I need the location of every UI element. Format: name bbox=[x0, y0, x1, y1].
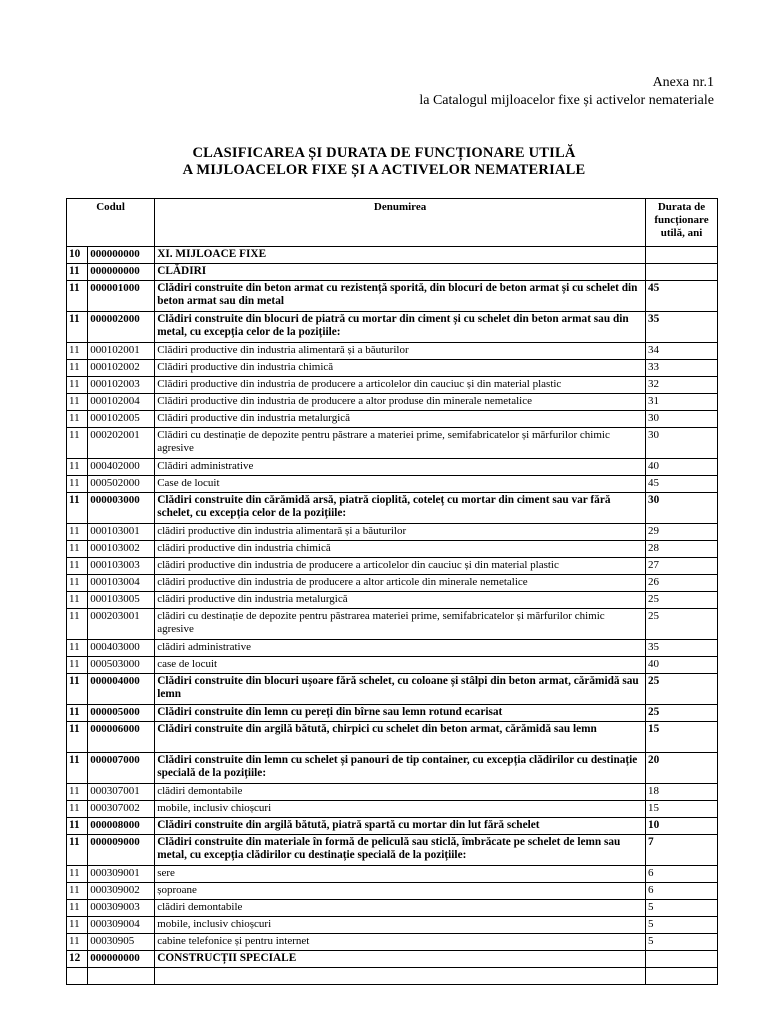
row-name: clădiri productive din industria de producere a articolelor din cauciuc și din material plastic bbox=[155, 558, 646, 575]
row-level-code: 11 bbox=[67, 312, 88, 343]
row-name: clădiri productive din industria chimică bbox=[155, 541, 646, 558]
row-code: 000008000 bbox=[88, 818, 155, 835]
row-name: clădiri administrative bbox=[155, 640, 646, 657]
table-row bbox=[67, 343, 718, 360]
row-name: Clădiri construite din lemn cu pereți din bîrne sau lemn rotund ecarisat bbox=[155, 705, 646, 722]
row-name: Clădiri productive din industria alimentară și a băuturilor bbox=[155, 343, 646, 360]
row-name: Clădiri construite din cărămidă arsă, piatră cioplită, coteleț cu mortar din ciment sau var fără schelet, cu excepția celor de la pozițiile: bbox=[155, 493, 646, 524]
table-row bbox=[67, 674, 718, 705]
table-row bbox=[67, 640, 718, 657]
table-row bbox=[67, 281, 718, 312]
row-code: 000007000 bbox=[88, 753, 155, 784]
table-row bbox=[67, 657, 718, 674]
row-level-code: 11 bbox=[67, 360, 88, 377]
row-level-code: 11 bbox=[67, 377, 88, 394]
row-name: Clădiri productive din industria de producere a articolelor din cauciuc și din material plastic bbox=[155, 377, 646, 394]
header-duration: Durata de funcționare utilă, ani bbox=[645, 199, 717, 247]
table-row bbox=[67, 592, 718, 609]
row-duration: 25 bbox=[645, 705, 717, 722]
row-code: 000102004 bbox=[88, 394, 155, 411]
row-code: 000102003 bbox=[88, 377, 155, 394]
empty-cell bbox=[67, 968, 88, 985]
row-code: 000103005 bbox=[88, 592, 155, 609]
document-title bbox=[0, 145, 768, 179]
table-row bbox=[67, 558, 718, 575]
row-code: 000009000 bbox=[88, 835, 155, 866]
row-level-code: 10 bbox=[67, 247, 88, 264]
row-duration: 29 bbox=[645, 524, 717, 541]
row-level-code: 11 bbox=[67, 394, 88, 411]
row-level-code: 11 bbox=[67, 575, 88, 592]
table-row bbox=[67, 835, 718, 866]
row-level-code: 11 bbox=[67, 883, 88, 900]
row-level-code: 11 bbox=[67, 722, 88, 753]
row-duration bbox=[645, 264, 717, 281]
table-row bbox=[67, 784, 718, 801]
row-duration: 10 bbox=[645, 818, 717, 835]
row-name: Clădiri productive din industria chimică bbox=[155, 360, 646, 377]
row-name: mobile, inclusiv chioșcuri bbox=[155, 801, 646, 818]
classification-table bbox=[66, 198, 718, 985]
row-name: clădiri demontabile bbox=[155, 900, 646, 917]
row-name: clădiri productive din industria de producere a altor articole din minerale nemetalice bbox=[155, 575, 646, 592]
row-duration: 31 bbox=[645, 394, 717, 411]
row-level-code: 11 bbox=[67, 476, 88, 493]
row-duration: 32 bbox=[645, 377, 717, 394]
row-level-code: 11 bbox=[67, 835, 88, 866]
row-code: 000005000 bbox=[88, 705, 155, 722]
table-row bbox=[67, 705, 718, 722]
row-level-code: 11 bbox=[67, 609, 88, 640]
table-row bbox=[67, 493, 718, 524]
row-code: 000202001 bbox=[88, 428, 155, 459]
row-code: 000102005 bbox=[88, 411, 155, 428]
row-duration: 7 bbox=[645, 835, 717, 866]
row-name: Clădiri construite din lemn cu schelet și panouri de tip container, cu excepția clădirilor cu destinație specială de la pozițiile: bbox=[155, 753, 646, 784]
row-name: sere bbox=[155, 866, 646, 883]
empty-cell bbox=[155, 968, 646, 985]
row-code: 000103003 bbox=[88, 558, 155, 575]
table-row bbox=[67, 394, 718, 411]
row-duration: 26 bbox=[645, 575, 717, 592]
row-level-code: 11 bbox=[67, 657, 88, 674]
row-name: clădiri productive din industria metalurgică bbox=[155, 592, 646, 609]
row-name: clădiri productive din industria alimentară și a băuturilor bbox=[155, 524, 646, 541]
row-duration: 45 bbox=[645, 476, 717, 493]
table-row bbox=[67, 818, 718, 835]
row-level-code: 11 bbox=[67, 541, 88, 558]
row-code: 000103001 bbox=[88, 524, 155, 541]
row-duration: 40 bbox=[645, 459, 717, 476]
row-duration bbox=[645, 247, 717, 264]
table-row bbox=[67, 264, 718, 281]
row-duration: 30 bbox=[645, 493, 717, 524]
table-row bbox=[67, 312, 718, 343]
row-code: 00030905 bbox=[88, 934, 155, 951]
row-name: mobile, inclusiv chioșcuri bbox=[155, 917, 646, 934]
row-name: clădiri cu destinație de depozite pentru păstrarea materiei prime, semifabricatelor și mărfurilor chimic agresive bbox=[155, 609, 646, 640]
table-row bbox=[67, 917, 718, 934]
row-code: 000103004 bbox=[88, 575, 155, 592]
row-code: 000006000 bbox=[88, 722, 155, 753]
row-code: 000102002 bbox=[88, 360, 155, 377]
row-level-code: 11 bbox=[67, 784, 88, 801]
row-name: Clădiri productive din industria de producere a altor produse din minerale nemetalice bbox=[155, 394, 646, 411]
row-code: 000307001 bbox=[88, 784, 155, 801]
row-code: 000103002 bbox=[88, 541, 155, 558]
row-level-code: 11 bbox=[67, 801, 88, 818]
row-code: 000307002 bbox=[88, 801, 155, 818]
row-level-code: 12 bbox=[67, 951, 88, 968]
row-duration: 35 bbox=[645, 640, 717, 657]
row-code: 000002000 bbox=[88, 312, 155, 343]
row-duration: 6 bbox=[645, 866, 717, 883]
row-level-code: 11 bbox=[67, 934, 88, 951]
row-name: Clădiri construite din argilă bătută, chirpici cu schelet din beton armat, cărămidă sau lemn bbox=[155, 722, 646, 753]
row-name: case de locuit bbox=[155, 657, 646, 674]
row-code: 000000000 bbox=[88, 264, 155, 281]
row-code: 000003000 bbox=[88, 493, 155, 524]
row-duration: 25 bbox=[645, 609, 717, 640]
title-line-2: A MIJLOACELOR FIXE ȘI A ACTIVELOR NEMATERIALE bbox=[182, 162, 586, 178]
row-duration: 28 bbox=[645, 541, 717, 558]
annex-number: Anexa nr.1 bbox=[652, 75, 714, 90]
row-duration: 20 bbox=[645, 753, 717, 784]
row-level-code: 11 bbox=[67, 459, 88, 476]
row-name: Clădiri construite din beton armat cu rezistență sporită, din blocuri de beton armat și cu schelet din beton armat sau din metal bbox=[155, 281, 646, 312]
table-row bbox=[67, 753, 718, 784]
row-duration: 35 bbox=[645, 312, 717, 343]
row-level-code: 11 bbox=[67, 343, 88, 360]
row-name: cabine telefonice și pentru internet bbox=[155, 934, 646, 951]
table-row bbox=[67, 428, 718, 459]
row-duration: 15 bbox=[645, 801, 717, 818]
row-name: Clădiri construite din blocuri de piatră cu mortar din ciment și cu schelet din beton armat sau din metal, cu excepția celor de la pozițiile: bbox=[155, 312, 646, 343]
row-name: Clădiri productive din industria metalurgică bbox=[155, 411, 646, 428]
row-level-code: 11 bbox=[67, 428, 88, 459]
header-name: Denumirea bbox=[155, 199, 646, 247]
row-duration: 27 bbox=[645, 558, 717, 575]
row-duration: 5 bbox=[645, 917, 717, 934]
table-row bbox=[67, 609, 718, 640]
title-line-1: CLASIFICAREA ȘI DURATA DE FUNCȚIONARE UTILĂ bbox=[192, 145, 576, 161]
row-code: 000503000 bbox=[88, 657, 155, 674]
row-level-code: 11 bbox=[67, 917, 88, 934]
row-name: Clădiri construite din argilă bătută, piatră spartă cu mortar din lut fără schelet bbox=[155, 818, 646, 835]
row-level-code: 11 bbox=[67, 558, 88, 575]
row-name: Case de locuit bbox=[155, 476, 646, 493]
row-level-code: 11 bbox=[67, 900, 88, 917]
row-level-code: 11 bbox=[67, 753, 88, 784]
row-name: Clădiri construite din blocuri ușoare fără schelet, cu coloane și stâlpi din beton armat, cărămidă sau lemn bbox=[155, 674, 646, 705]
row-level-code: 11 bbox=[67, 493, 88, 524]
row-level-code: 11 bbox=[67, 705, 88, 722]
row-code: 000402000 bbox=[88, 459, 155, 476]
table-row bbox=[67, 866, 718, 883]
table-row bbox=[67, 883, 718, 900]
row-code: 000001000 bbox=[88, 281, 155, 312]
row-duration: 30 bbox=[645, 411, 717, 428]
table-header-row bbox=[67, 199, 718, 247]
table-row bbox=[67, 722, 718, 753]
empty-cell bbox=[645, 968, 717, 985]
row-level-code: 11 bbox=[67, 866, 88, 883]
row-code: 000502000 bbox=[88, 476, 155, 493]
row-name: șoproane bbox=[155, 883, 646, 900]
row-name: CONSTRUCȚII SPECIALE bbox=[155, 951, 646, 968]
row-duration: 30 bbox=[645, 428, 717, 459]
row-duration: 25 bbox=[645, 674, 717, 705]
row-duration: 5 bbox=[645, 934, 717, 951]
row-duration: 15 bbox=[645, 722, 717, 753]
table-row bbox=[67, 801, 718, 818]
row-code: 000102001 bbox=[88, 343, 155, 360]
row-name: Clădiri construite din materiale în formă de peliculă sau sticlă, îmbrăcate pe schelet de lemn sau metal, cu excepția clădirilor cu destinație specială de la pozițiile: bbox=[155, 835, 646, 866]
row-duration: 45 bbox=[645, 281, 717, 312]
row-level-code: 11 bbox=[67, 524, 88, 541]
row-name: XI. MIJLOACE FIXE bbox=[155, 247, 646, 264]
row-code: 000203001 bbox=[88, 609, 155, 640]
row-duration bbox=[645, 951, 717, 968]
table-row bbox=[67, 411, 718, 428]
empty-cell bbox=[88, 968, 155, 985]
header-code: Codul bbox=[67, 199, 155, 247]
row-level-code: 11 bbox=[67, 592, 88, 609]
table-row bbox=[67, 247, 718, 264]
row-code: 000309001 bbox=[88, 866, 155, 883]
row-level-code: 11 bbox=[67, 281, 88, 312]
annex-reference bbox=[419, 74, 714, 110]
row-code: 000309003 bbox=[88, 900, 155, 917]
row-level-code: 11 bbox=[67, 411, 88, 428]
row-code: 000000000 bbox=[88, 951, 155, 968]
row-duration: 6 bbox=[645, 883, 717, 900]
row-code: 000309002 bbox=[88, 883, 155, 900]
table-body bbox=[67, 247, 718, 985]
row-code: 000004000 bbox=[88, 674, 155, 705]
table-row bbox=[67, 377, 718, 394]
table-row bbox=[67, 934, 718, 951]
table-row bbox=[67, 541, 718, 558]
row-duration: 5 bbox=[645, 900, 717, 917]
row-duration: 18 bbox=[645, 784, 717, 801]
table-row bbox=[67, 524, 718, 541]
table-row bbox=[67, 459, 718, 476]
row-duration: 34 bbox=[645, 343, 717, 360]
row-level-code: 11 bbox=[67, 640, 88, 657]
table-row bbox=[67, 900, 718, 917]
row-duration: 25 bbox=[645, 592, 717, 609]
row-level-code: 11 bbox=[67, 264, 88, 281]
row-level-code: 11 bbox=[67, 818, 88, 835]
row-duration: 33 bbox=[645, 360, 717, 377]
table-row bbox=[67, 360, 718, 377]
row-name: Clădiri cu destinație de depozite pentru păstrare a materiei prime, semifabricatelor și mărfurilor chimic agresive bbox=[155, 428, 646, 459]
table-row bbox=[67, 575, 718, 592]
row-level-code: 11 bbox=[67, 674, 88, 705]
annex-catalog-ref: la Catalogul mijloacelor fixe și activelor nemateriale bbox=[419, 93, 714, 108]
row-duration: 40 bbox=[645, 657, 717, 674]
row-code: 000309004 bbox=[88, 917, 155, 934]
row-name: clădiri demontabile bbox=[155, 784, 646, 801]
row-code: 000403000 bbox=[88, 640, 155, 657]
row-name: Clădiri administrative bbox=[155, 459, 646, 476]
row-name: CLĂDIRI bbox=[155, 264, 646, 281]
empty-row bbox=[67, 968, 718, 985]
table-row bbox=[67, 951, 718, 968]
row-code: 000000000 bbox=[88, 247, 155, 264]
table-row bbox=[67, 476, 718, 493]
